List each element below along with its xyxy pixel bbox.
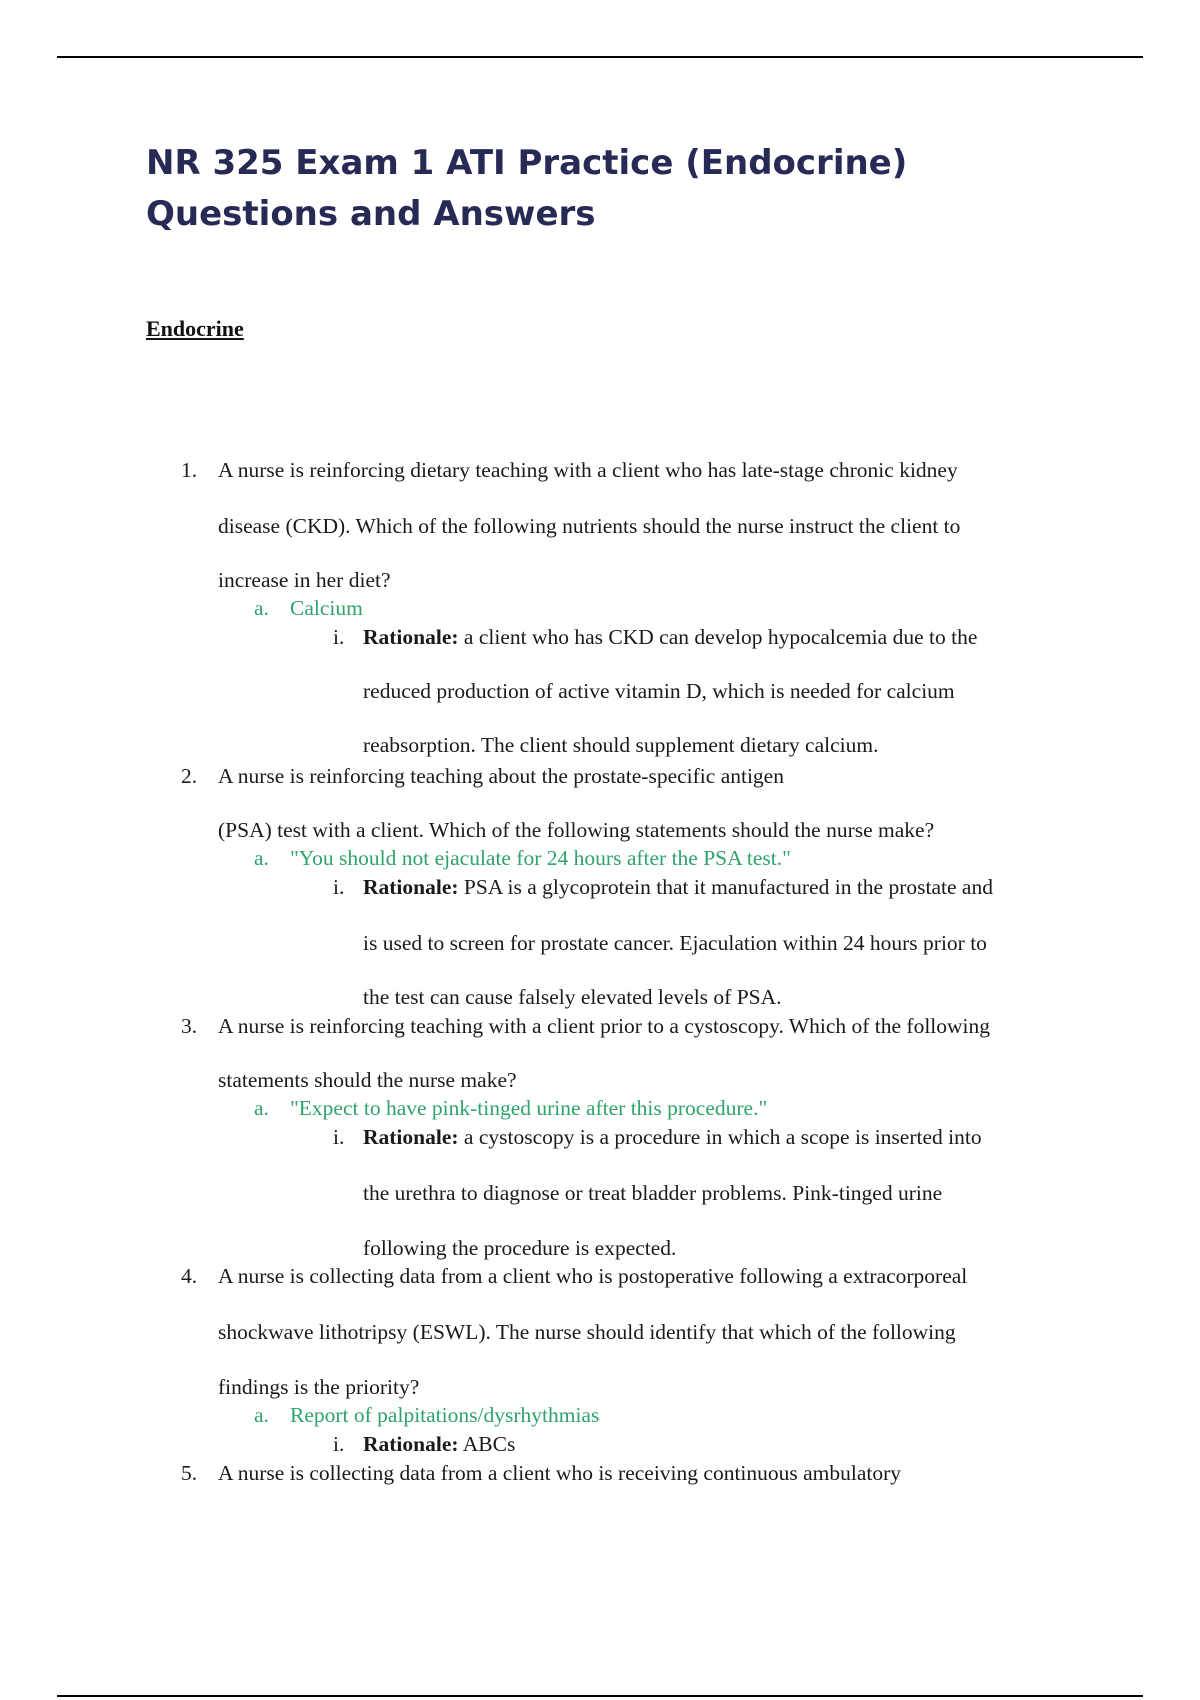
question-text: A nurse is collecting data from a client who is postoperative following a extracorporeal xyxy=(218,1264,968,1288)
answer-letter: a. xyxy=(254,846,269,870)
rationale-text: reabsorption. The client should supplement dietary calcium. xyxy=(363,733,879,757)
rationale-numeral: i. xyxy=(333,625,345,649)
rationale-text: the test can cause falsely elevated levels of PSA. xyxy=(363,985,782,1009)
question-number: 3. xyxy=(181,1014,198,1038)
question-text: shockwave lithotripsy (ESWL). The nurse should identify that which of the following xyxy=(218,1320,956,1344)
rationale-text: a client who has CKD can develop hypocalcemia due to the xyxy=(458,625,978,649)
question-number: 1. xyxy=(181,458,198,482)
question-text: (PSA) test with a client. Which of the following statements should the nurse make? xyxy=(218,818,935,842)
answer-letter: a. xyxy=(254,596,269,620)
answer-text: Calcium xyxy=(290,596,363,620)
question-number: 2. xyxy=(181,764,198,788)
rationale-text: ABCs xyxy=(458,1432,516,1456)
rationale-label: Rationale: xyxy=(363,1432,459,1456)
question-text: findings is the priority? xyxy=(218,1375,420,1399)
answer-letter: a. xyxy=(254,1403,269,1427)
question-text: A nurse is reinforcing teaching with a client prior to a cystoscopy. Which of the following xyxy=(218,1014,991,1038)
question-number: 5. xyxy=(181,1461,198,1485)
page-title: NR 325 Exam 1 ATI Practice (Endocrine) Questions and Answers xyxy=(146,143,908,234)
rationale-label: Rationale: xyxy=(363,1125,459,1149)
answer-letter: a. xyxy=(254,1096,269,1120)
answer-text: "Expect to have pink-tinged urine after this procedure." xyxy=(290,1096,768,1120)
rationale-text: reduced production of active vitamin D, which is needed for calcium xyxy=(363,679,955,703)
rationale-text: following the procedure is expected. xyxy=(363,1236,677,1260)
question-text: statements should the nurse make? xyxy=(218,1068,517,1092)
question-text: A nurse is reinforcing teaching about the prostate-specific antigen xyxy=(218,764,784,788)
rationale-text: is used to screen for prostate cancer. Ejaculation within 24 hours prior to xyxy=(363,931,987,955)
question-text: increase in her diet? xyxy=(218,568,391,592)
answer-text: "You should not ejaculate for 24 hours after the PSA test." xyxy=(290,846,791,870)
rationale-numeral: i. xyxy=(333,1432,345,1456)
rationale-text: the urethra to diagnose or treat bladder problems. Pink-tinged urine xyxy=(363,1181,943,1205)
section-heading: Endocrine xyxy=(146,316,244,341)
question-number: 4. xyxy=(181,1264,198,1288)
question-text: A nurse is collecting data from a client who is receiving continuous ambulatory xyxy=(218,1461,902,1485)
answer-text: Report of palpitations/dysrhythmias xyxy=(290,1403,600,1427)
top-rule xyxy=(57,56,1143,58)
rationale-text: a cystoscopy is a procedure in which a scope is inserted into xyxy=(458,1125,982,1149)
rationale-label: Rationale: xyxy=(363,875,459,899)
question-text: disease (CKD). Which of the following nutrients should the nurse instruct the client to xyxy=(218,514,961,538)
rationale-numeral: i. xyxy=(333,875,345,899)
rationale-numeral: i. xyxy=(333,1125,345,1149)
rationale-label: Rationale: xyxy=(363,625,459,649)
bottom-rule xyxy=(57,1695,1143,1697)
rationale-text: PSA is a glycoprotein that it manufactured in the prostate and xyxy=(458,875,993,899)
question-text: A nurse is reinforcing dietary teaching with a client who has late-stage chronic kidney xyxy=(218,458,958,482)
